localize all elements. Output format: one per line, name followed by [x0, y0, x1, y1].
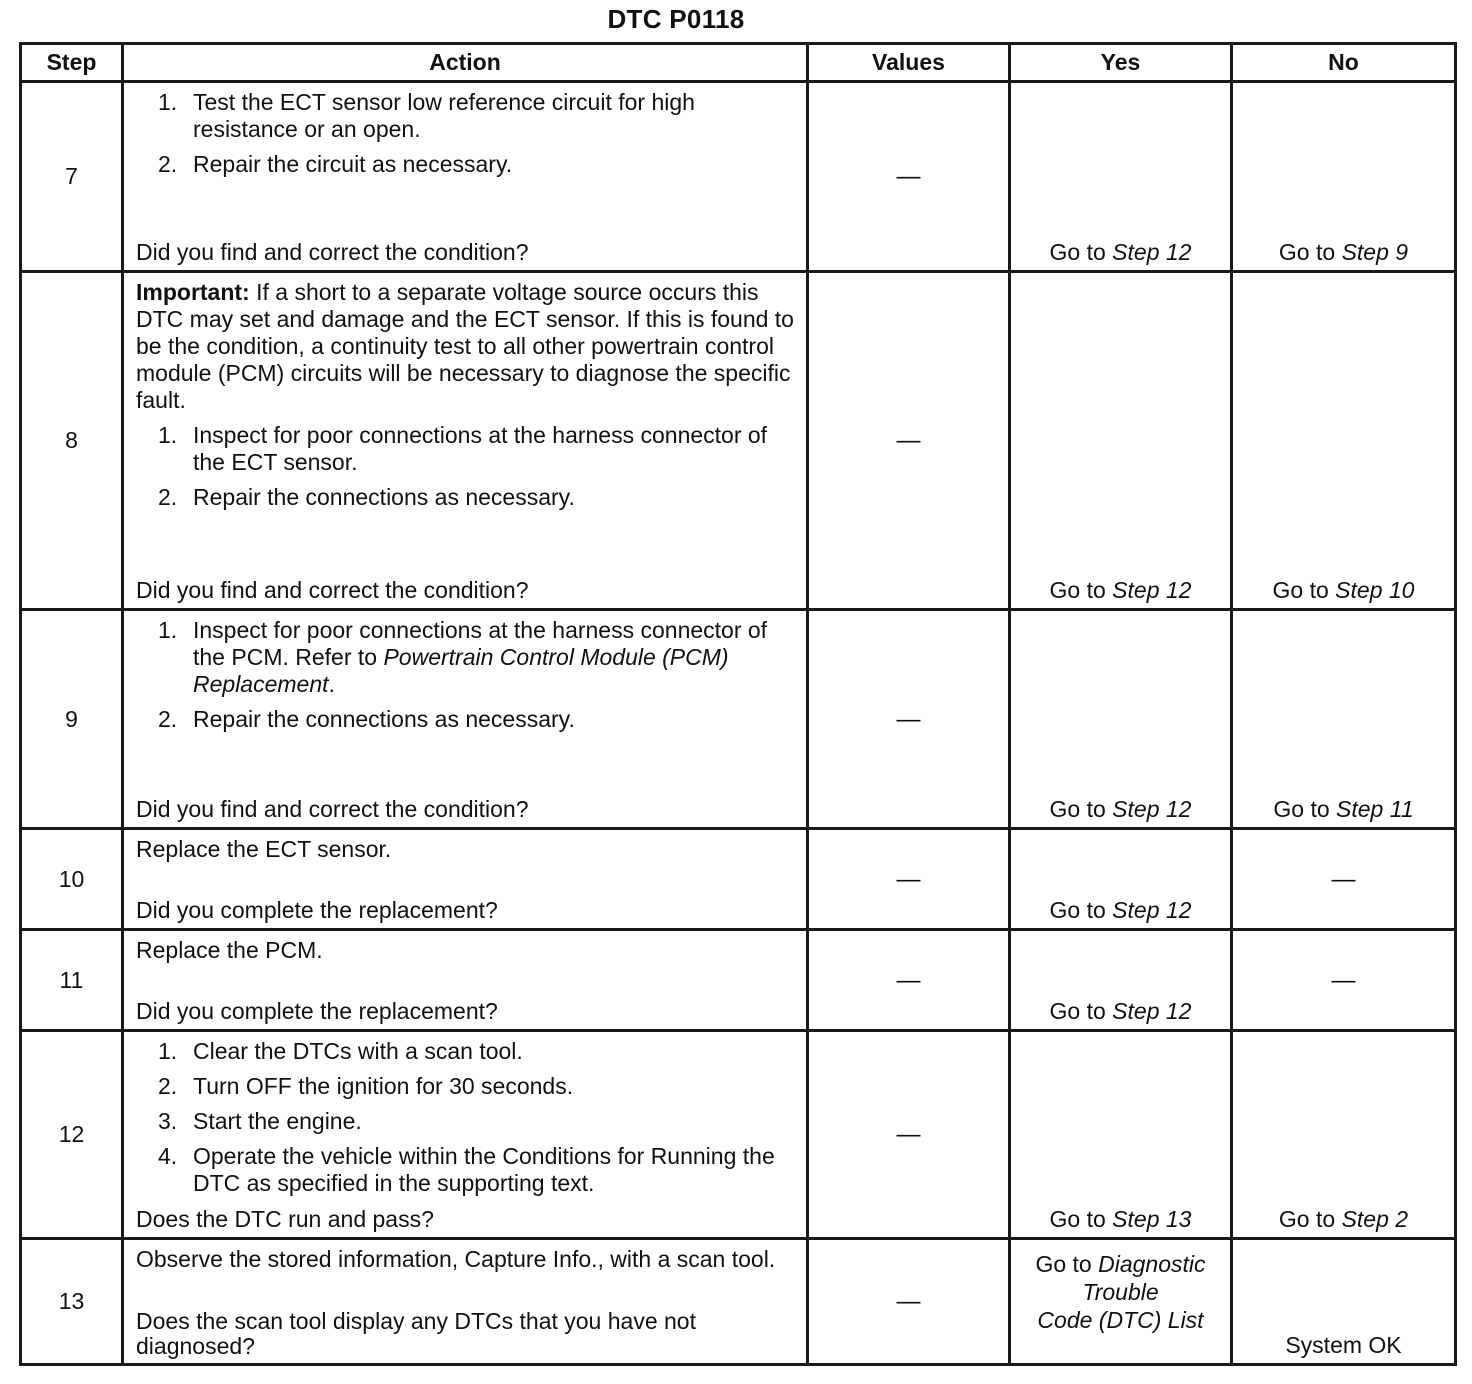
yes-cell: Go to Step 12	[1010, 829, 1232, 930]
list-item: 2. Repair the connections as necessary.	[158, 484, 575, 510]
table-row	[21, 272, 1456, 610]
question-text: Did you find and correct the condition?	[136, 577, 529, 603]
step-number: 8	[21, 272, 123, 610]
list-item: 3. Start the engine.	[158, 1108, 362, 1134]
step-reference: Step 2	[1341, 1206, 1409, 1232]
table-row	[21, 829, 1456, 930]
values-cell: —	[808, 610, 1010, 829]
page-title: DTC P0118	[607, 4, 745, 34]
action-text: Replace the PCM.	[136, 937, 323, 963]
action-cell	[123, 1239, 808, 1365]
list-item: 1. Inspect for poor connections at the harness connector of the ECT sensor.	[158, 422, 768, 475]
question-text: Does the DTC run and pass?	[136, 1206, 434, 1232]
values-cell: —	[808, 829, 1010, 930]
no-cell: Go to Step 2	[1232, 1031, 1456, 1239]
no-cell: Go to Step 10	[1232, 272, 1456, 610]
step-number: 13	[21, 1239, 123, 1365]
list-item: 2. Repair the circuit as necessary.	[158, 151, 513, 177]
list-item: 4. Operate the vehicle within the Conditions for Running the DTC as specified in the supporting text.	[158, 1143, 775, 1196]
step-number: 12	[21, 1031, 123, 1239]
action-cell	[123, 272, 808, 610]
step-reference: Step 9	[1341, 239, 1409, 265]
no-cell: —	[1232, 930, 1456, 1031]
step-number: 7	[21, 82, 123, 272]
yes-cell: Go to Step 13	[1010, 1031, 1232, 1239]
question-text: Did you complete the replacement?	[136, 998, 498, 1024]
document-reference: Powertrain Control Module (PCM) Replacement	[193, 644, 729, 697]
step-reference: Step 12	[1112, 998, 1192, 1024]
table-row	[21, 930, 1456, 1031]
action-cell	[123, 82, 808, 272]
no-cell: —	[1232, 829, 1456, 930]
yes-cell: Go to Step 12	[1010, 930, 1232, 1031]
question-text: Did you complete the replacement?	[136, 897, 498, 923]
question-text: Did you find and correct the condition?	[136, 796, 529, 822]
table-row	[21, 1031, 1456, 1239]
question-text: Did you find and correct the condition?	[136, 239, 529, 265]
action-cell	[123, 1031, 808, 1239]
list-reference: Code (DTC) List	[1037, 1307, 1204, 1333]
step-reference: Step 11	[1336, 796, 1414, 822]
header-action: Action	[123, 44, 808, 82]
table-row	[21, 610, 1456, 829]
step-number: 9	[21, 610, 123, 829]
values-cell: —	[808, 1031, 1010, 1239]
list-item: 2. Turn OFF the ignition for 30 seconds.	[158, 1073, 574, 1099]
table-header-row	[21, 44, 1456, 82]
list-reference: Diagnostic	[1098, 1251, 1206, 1277]
action-cell	[123, 610, 808, 829]
list-item: 1. Inspect for poor connections at the harness connector of the PCM. Refer to Powertrain Control Module (PCM) Replacement.	[158, 617, 768, 697]
action-cell	[123, 930, 808, 1031]
table-row	[21, 1239, 1456, 1365]
values-cell: —	[808, 272, 1010, 610]
yes-cell: Go to Step 12	[1010, 82, 1232, 272]
no-cell: Go to Step 11	[1232, 610, 1456, 829]
step-number: 11	[21, 930, 123, 1031]
step-number: 10	[21, 829, 123, 930]
step-reference: Step 12	[1112, 239, 1192, 265]
list-reference: Trouble	[1082, 1279, 1159, 1305]
action-text: Observe the stored information, Capture Info., with a scan tool.	[136, 1246, 776, 1272]
yes-cell: Go to Step 12	[1010, 272, 1232, 610]
header-step: Step	[21, 44, 123, 82]
diagnostic-table	[19, 42, 1457, 1366]
list-item: 1. Clear the DTCs with a scan tool.	[158, 1038, 523, 1064]
list-item: 1. Test the ECT sensor low reference circuit for high resistance or an open.	[158, 89, 695, 142]
step-reference: Step 10	[1335, 577, 1415, 603]
values-cell: —	[808, 930, 1010, 1031]
table-row	[21, 82, 1456, 272]
header-yes: Yes	[1010, 44, 1232, 82]
system-ok-text: System OK	[1285, 1332, 1402, 1358]
yes-cell: Go to Step 12	[1010, 610, 1232, 829]
step-reference: Step 13	[1112, 1206, 1192, 1232]
no-cell	[1232, 1239, 1456, 1365]
values-cell: —	[808, 1239, 1010, 1365]
step-reference: Step 12	[1112, 897, 1192, 923]
no-cell: Go to Step 9	[1232, 82, 1456, 272]
list-item: 2. Repair the connections as necessary.	[158, 706, 575, 732]
header-values: Values	[808, 44, 1010, 82]
yes-cell: Go to Diagnostic Trouble Code (DTC) List	[1010, 1239, 1232, 1365]
important-note: Important: If a short to a separate voltage source occurs this DTC may set and damage and the ECT sensor. If this is found to be the condition, a continuity test to all other powertrain control module (PCM) circuits will be necessary to diagnose the specific fault.	[136, 279, 794, 413]
question-text: Does the scan tool display any DTCs that you have not diagnosed?	[136, 1308, 696, 1359]
action-text: Replace the ECT sensor.	[136, 836, 392, 862]
step-reference: Step 12	[1112, 796, 1192, 822]
values-cell: —	[808, 82, 1010, 272]
action-cell	[123, 829, 808, 930]
header-no: No	[1232, 44, 1456, 82]
step-reference: Step 12	[1112, 577, 1192, 603]
